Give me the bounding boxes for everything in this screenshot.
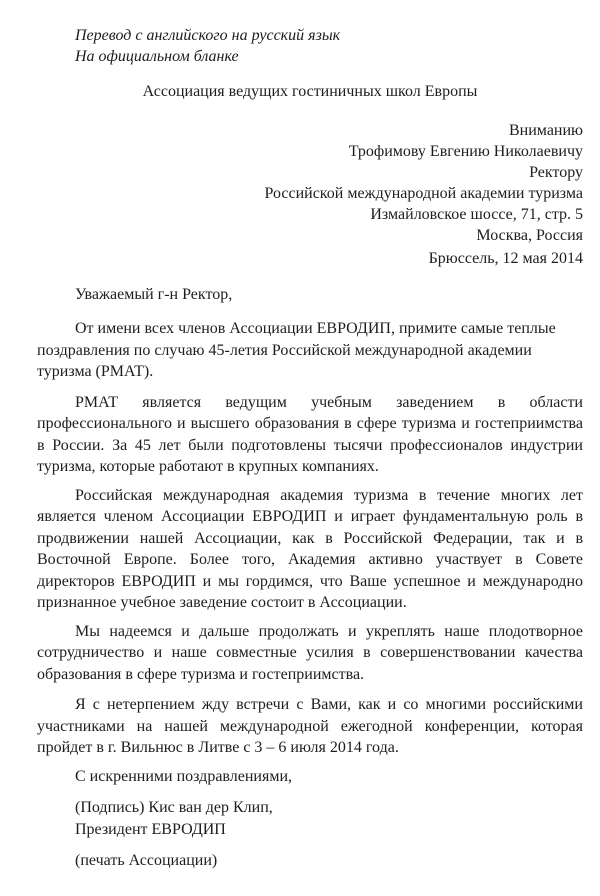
recipient-organization: Российской международной академии туризма: [264, 185, 583, 202]
closing: С искренними поздравлениями,: [75, 767, 293, 785]
dateline: Брюссель, 12 мая 2014: [428, 250, 583, 267]
signature-block: [75, 797, 583, 841]
translation-note: [75, 25, 583, 67]
recipient-street: Измайловское шоссе, 71, стр. 5: [370, 206, 583, 223]
recipient-city: Москва, Россия: [476, 227, 583, 244]
translation-note-line-2: На официальном бланке: [75, 48, 239, 65]
paragraph-congratulations: От имени всех членов Ассоциации ЕВРОДИП, примите самые теплые поздравления по случаю 45-летия Российской международной академии туризма (РМАТ).: [37, 320, 556, 380]
signature-title: Президент ЕВРОДИП: [75, 820, 226, 838]
recipient-name: Трофимову Евгению Николаевичу: [348, 143, 583, 160]
recipient-position: Ректору: [529, 164, 583, 181]
seal-note: (печать Ассоциации): [75, 851, 218, 869]
recipient-block: [37, 120, 583, 246]
paragraph-rmat-overview: РМАТ является ведущим учебным заведением в области профессионального и высшего образования в сфере туризма и гостеприимства в России. За 45 лет были подготовлены тысячи профессионалов индустрии туризма, которые работают в крупных компаниях.: [37, 393, 583, 475]
paragraph-conference: Я с нетерпением жду встречи с Вами, как и со многими российскими участниками на нашей международной ежегодной конференции, которая пройдет в г. Вильнюс в Литве с 3 – 6 июля 2014 года.: [37, 696, 583, 756]
translation-note-line-1: Перевод с английского на русский язык: [75, 27, 341, 44]
paragraph-cooperation: Мы надеемся и дальше продолжать и укреплять наше плодотворное сотрудничество и наше совместные усилия в совершенствовании качества образования в сфере туризма и гостеприимства.: [37, 622, 583, 683]
recipient-attention: Вниманию: [509, 122, 583, 139]
paragraph-membership: Российская международная академия туризма в течение многих лет является членом Ассоциации ЕВРОДИП и играет фундаментальную роль в продвижении нашей Ассоциации, как в Российской Федерации, так и в Восточной Европе. Более того, Академия активно участвует в Совете директоров ЕВРОДИП и мы гордимся, что Ваше успешное и международно признанное учебное заведение состоит в Ассоциации.: [37, 486, 583, 611]
signature-name: (Подпись) Кис ван дер Клип,: [75, 798, 273, 816]
organization-title: Ассоциация ведущих гостиничных школ Европы: [142, 83, 478, 100]
salutation: Уважаемый г-н Ректор,: [75, 286, 233, 303]
